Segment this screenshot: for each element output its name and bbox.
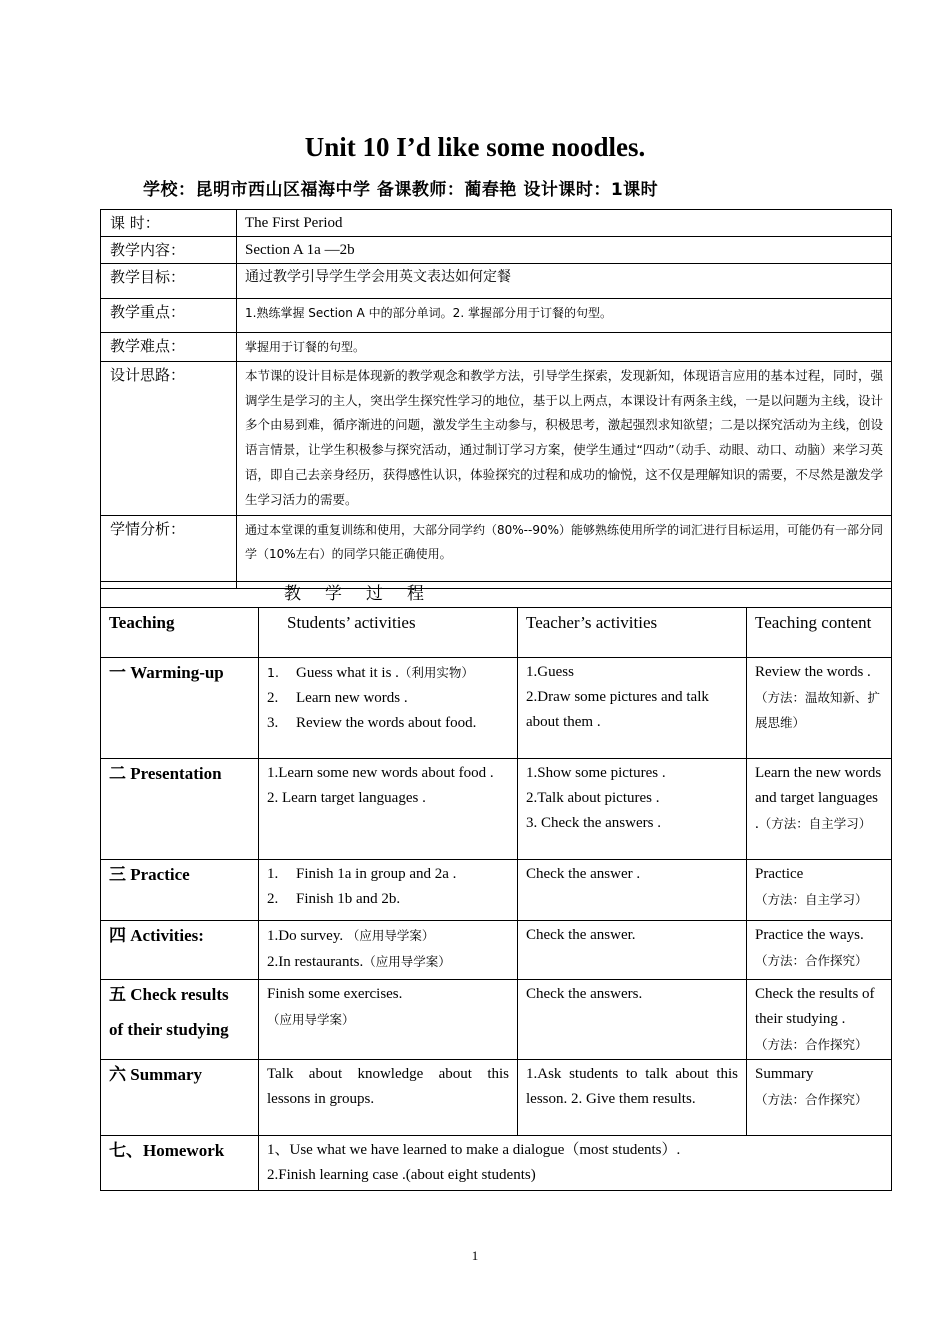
row-homework [101,1136,892,1191]
stage-warming-up: 一 Warming-up [101,658,259,759]
prac-content: Practice （方法：自主学习） [747,860,892,921]
stage-check-results: 五 Check results of their studying [101,980,259,1060]
warm-content: Review the words . （方法：温故知新、扩展思维） [747,658,892,759]
header-students-activities: Students’ activities [259,608,518,658]
act-content: Practice the ways. （方法：合作探究） [747,921,892,980]
key-point-value: 1.熟练掌握 Section A 中的部分单词。2. 掌握部分用于订餐的句型。 [237,299,892,333]
design-value: 本节课的设计目标是体现新的教学观念和教学方法，引导学生探索，发现新知，体现语言应用的基本过程，同时，强调学生是学习的主人，突出学生探究性学习的地位，基于以上两点，本课设计有两条主线，一是以问题为主线，设计多个由易到难，循序渐进的问题，激发学生主动参与，积极思考，激起强烈求知欲望；二是以探究活动为主线，创设语言情景，让学生积极参与探究活动，通过制订学习方案，使学生通过“四动”（动手、动眼、动口、动脑）来学习英语，即自己去亲身经历，获得感性认识，体验探究的过程和成功的愉悦，这不仅是理解知识的需要，不尽然是激发学生学习活力的需要。 [237,362,892,516]
content-value: Section A 1a —2b [237,237,892,264]
period-value: The First Period [237,210,892,237]
objective-value: 通过教学引导学生学会用英文表达如何定餐 [237,264,892,299]
lesson-info-table [100,209,892,589]
warm-teacher: 1.Guess 2.Draw some pictures and talk about them . [518,658,747,759]
prac-students: 1. Finish 1a in group and 2a . 2. Finish 1b and 2b. [259,860,518,921]
analysis-label: 学情分析： [101,516,237,589]
stage-practice: 三 Practice [101,860,259,921]
act-students: 1.Do survey. （应用导学案） 2.In restaurants.（应用导学案） [259,921,518,980]
process-title: 教学过程 [284,584,448,604]
stage-presentation: 二 Presentation [101,759,259,860]
check-teacher: Check the answers. [518,980,747,1060]
row-warming-up [101,658,892,759]
row-practice [101,860,892,921]
row-presentation [101,759,892,860]
page-subtitle: 学校：昆明市西山区福海中学 备课教师：蔺春艳 设计课时：1课时 [143,180,659,200]
pres-students: 1.Learn some new words about food . 2. Learn target languages . [259,759,518,860]
check-content: Check the results of their studying . （方法：合作探究） [747,980,892,1060]
key-point-label: 教学重点： [101,299,237,333]
design-label: 设计思路： [101,362,237,516]
header-teaching-content: Teaching content [747,608,892,658]
header-teaching: Teaching [101,608,259,658]
row-activities [101,921,892,980]
act-teacher: Check the answer. [518,921,747,980]
homework-content: 1、Use what we have learned to make a dialogue（most students）. 2.Finish learning case .(about eight students) [259,1136,892,1191]
stage-activities: 四 Activities: [101,921,259,980]
row-summary [101,1060,892,1136]
sum-content: Summary （方法：合作探究） [747,1060,892,1136]
objective-label: 教学目标： [101,264,237,299]
page-number: 1 [471,1248,479,1263]
stage-summary: 六 Summary [101,1060,259,1136]
teaching-process-table [100,581,892,1191]
warm-students: 1. Guess what it is .（利用实物） 2. Learn new words . 3. Review the words about food. [259,658,518,759]
period-label: 课 时： [101,210,237,237]
content-label: 教学内容： [101,237,237,264]
pres-content: Learn the new words and target languages .（方法：自主学习） [747,759,892,860]
check-students: Finish some exercises. （应用导学案） [259,980,518,1060]
header-teachers-activities: Teacher’s activities [518,608,747,658]
stage-homework: 七、Homework [101,1136,259,1191]
pres-teacher: 1.Show some pictures . 2.Talk about pictures . 3. Check the answers . [518,759,747,860]
difficulty-label: 教学难点： [101,333,237,362]
process-title-cell [101,582,892,608]
sum-teacher: 1.Ask students to talk about this lesson. 2. Give them results. [518,1060,747,1136]
prac-teacher: Check the answer . [518,860,747,921]
row-check-results [101,980,892,1060]
page-title: Unit 10 I’d like some noodles. [304,132,646,162]
difficulty-value: 掌握用于订餐的句型。 [237,333,892,362]
sum-students: Talk about knowledge about this lessons in groups. [259,1060,518,1136]
analysis-value: 通过本堂课的重复训练和使用，大部分同学约（80%--90%）能够熟练使用所学的词汇进行目标运用，可能仍有一部分同学（10%左右）的同学只能正确使用。 [237,516,892,589]
